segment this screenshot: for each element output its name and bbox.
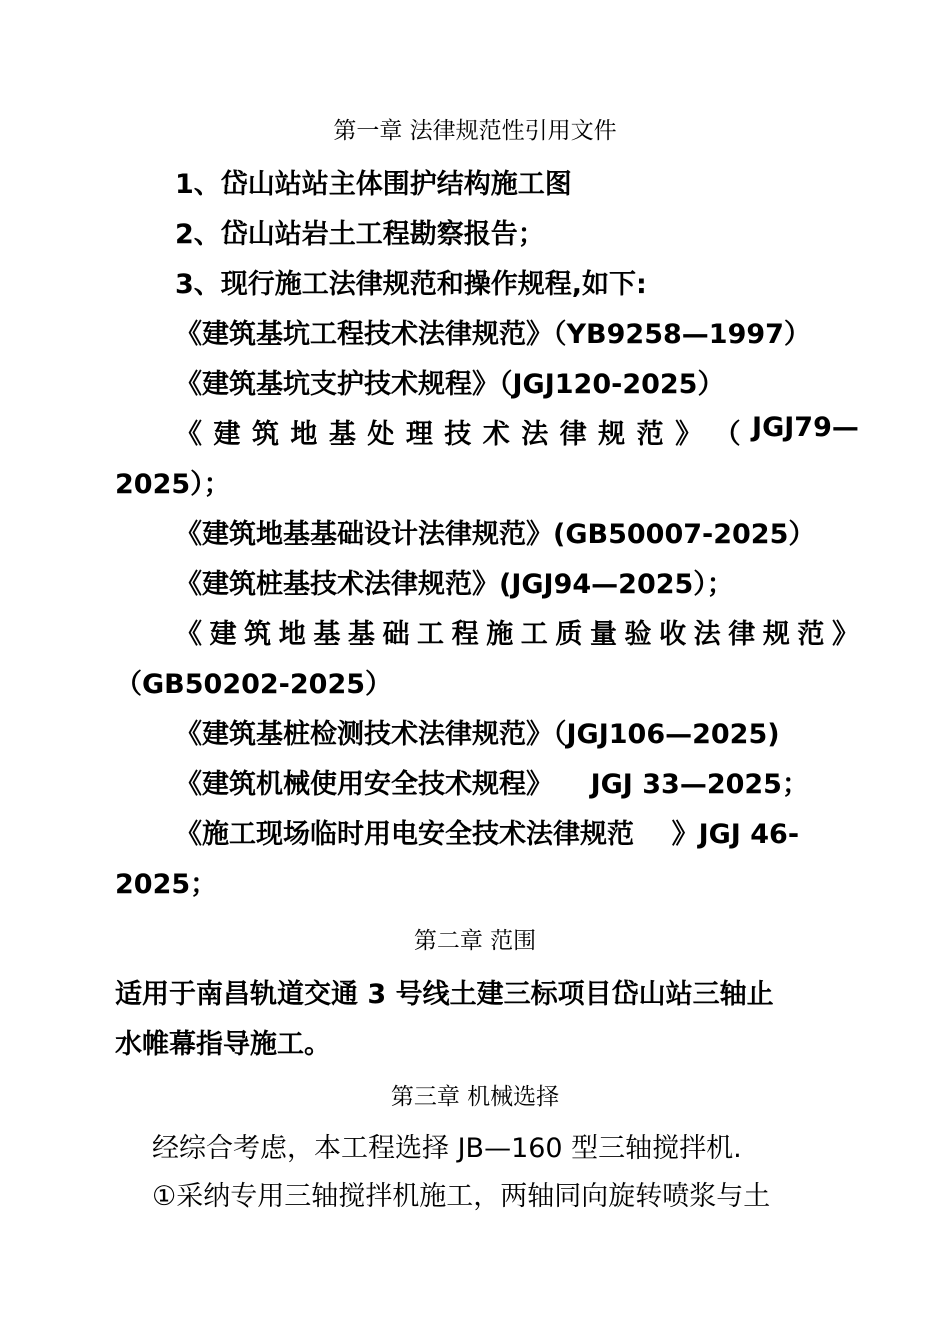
reference-4: 《建筑地基基础设计法律规范》(GB50007-2025） [175,519,816,550]
ref3-char: 技 [444,419,472,450]
ref6-char: 工 [417,619,445,650]
ref3-char: 律 [559,419,587,450]
ref3-char: 建 [213,419,241,450]
ref3-char: 法 [521,419,549,450]
ref3-char: 理 [405,419,433,450]
chapter-2-text-line-2: 水帷幕指导施工。 [115,1029,331,1060]
reference-7: 《建筑基桩检测技术法律规范》（JGJ106—2025) [175,719,780,750]
ref6-char: 基 [313,619,341,650]
ref6-char: 验 [624,619,652,650]
ref6-char: 范 [797,619,825,650]
ref6-char: 法 [693,619,721,650]
ref6-char: 《 [175,619,202,650]
ref6-char: 》 [831,619,859,650]
reference-8: 《建筑机械使用安全技术规程》 JGJ 33—2025； [175,769,809,800]
chapter-3-text-line-2: ①采纳专用三轴搅拌机施工，两轴同向旋转喷浆与土 [152,1181,771,1212]
reference-9-line-2: 2025； [115,869,218,900]
ref6-char: 量 [589,619,617,650]
ref3-char: 》 [675,419,703,450]
ref3-char: 《 [175,419,202,450]
ref6-char: 施 [486,619,514,650]
reference-5: 《建筑桩基技术法律规范》(JGJ94—2025）； [175,569,734,600]
ref6-char: 收 [659,619,687,650]
reference-3-line-2: 2025）； [115,469,231,500]
list-item-1: 1、岱山站站主体围护结构施工图 [175,169,572,200]
reference-6-line-1 [175,612,859,651]
ref6-char: 础 [382,619,410,650]
ref6-char: 工 [520,619,548,650]
reference-2: 《建筑基坑支护技术规程》（JGJ120-2025） [175,369,725,400]
reference-1: 《建筑基坑工程技术法律规范》（YB9258—1997） [175,319,811,350]
ref3-char: 筑 [251,419,279,450]
reference-9-line-1: 《施工现场临时用电安全技术法律规范 》JGJ 46- [175,819,800,850]
list-item-2: 2、岱山站岩土工程勘察报告； [175,219,545,250]
ref3-char: 基 [328,419,356,450]
ref3-char: 地 [290,419,318,450]
chapter-3-title: 第三章 机械选择 [390,1084,560,1110]
ref3-char: 处 [367,419,395,450]
ref3-char: （ [713,419,741,450]
ref3-char: JGJ79— [752,412,859,443]
ref6-char: 规 [762,619,790,650]
ref6-char: 地 [278,619,306,650]
list-item-3: 3、现行施工法律规范和操作规程,如下: [175,269,647,300]
ref3-char: 范 [636,419,664,450]
chapter-1-title: 第一章 法律规范性引用文件 [333,118,617,144]
reference-6-line-2: （GB50202-2025） [115,669,393,700]
ref6-char: 质 [555,619,583,650]
ref3-char: 规 [598,419,626,450]
ref3-char: 术 [482,419,510,450]
reference-3-line-1 [175,412,859,451]
ref6-char: 建 [209,619,237,650]
ref6-char: 律 [728,619,756,650]
ref6-char: 筑 [244,619,272,650]
chapter-3-text-line-1: 经综合考虑，本工程选择 JB—160 型三轴搅拌机. [152,1133,742,1164]
chapter-2-text-line-1: 适用于南昌轨道交通 3 号线土建三标项目岱山站三轴止 [115,979,774,1010]
ref6-char: 程 [451,619,479,650]
ref6-char: 基 [347,619,375,650]
chapter-2-title: 第二章 范围 [413,928,537,954]
